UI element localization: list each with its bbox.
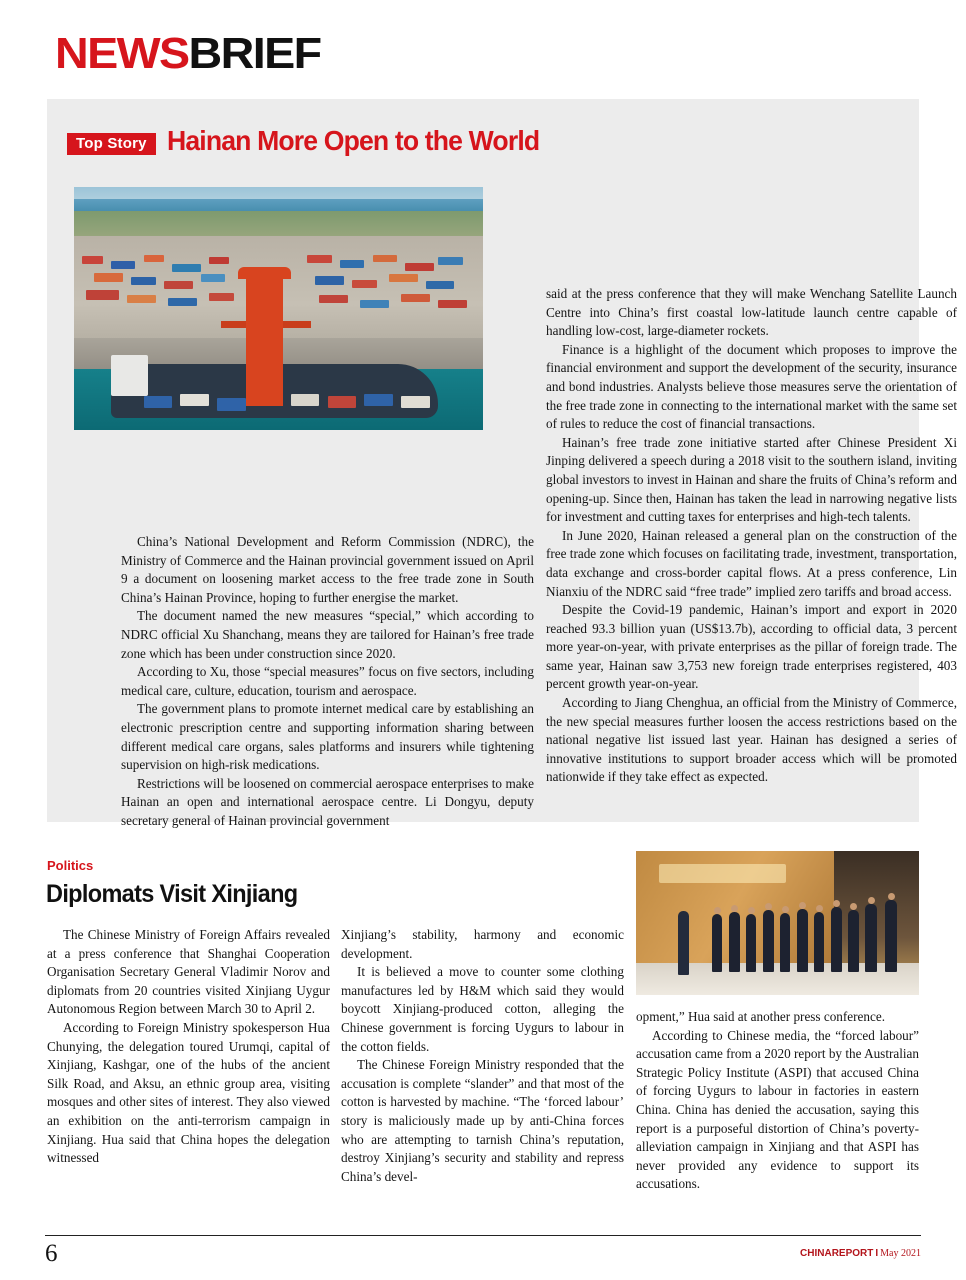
photo-ship-superstructure [111,355,148,396]
paragraph: said at the press conference that they will make Wenchang Satellite Launch Centre into China’s first coastal low-latitude launch centre capable of handling low-cost, large-diameter rockets. [546,286,957,339]
photo-crane-head [238,267,291,279]
photo-visitor [763,910,774,972]
paragraph: According to Jiang Chenghua, an official from the Ministry of Commerce, the new special measures further loosen the access restrictions based on the national negative list issued last year. Hainan has designed a series of innovative institutions to support broader access which will be promoted nationwide if they take effect as expected. [546,695,957,785]
paragraph: opment,” Hua said at another press conference. [636,1009,885,1024]
paragraph: The Chinese Foreign Ministry responded that the accusation is complete “slander” and that most of the cotton is harvested by machine. “The ‘forced labour’ story is maliciously made up by anti-China forces who are attempting to tarnish China’s reputation, destroy Xinjiang’s security and stability and repress China’s devel- [341,1057,624,1184]
second-story-column-2 [341,926,624,1186]
masthead-brief-text: BRIEF [188,29,321,78]
top-story-badge: Top Story [67,133,156,155]
photo-exhibition-banner [659,864,786,883]
paragraph: The government plans to promote internet medical care by establishing an electronic prescription centre and supporting information sharing between different medical care organs, sales platforms and insurers while tightening supervision on high-risk medications. [121,701,534,773]
photo-visitor [848,910,859,972]
photo-visitor [797,909,808,972]
photo-visitor [746,914,756,972]
politics-kicker: Politics [47,858,94,873]
photo-exhibition-guide [678,911,689,974]
paragraph: Despite the Covid-19 pandemic, Hainan’s import and export in 2020 reached 93.3 billion yuan (US$13.7b), according to official data, 3 percent more year-on-year, with private enterprises as the pillar of foreign trade. The same year, Hainan saw 3,753 new foreign trade enterprises registered, 403 percent growth year-on-year. [546,602,957,692]
paragraph: Xinjiang’s stability, harmony and economic development. [341,927,624,961]
footer-publication-name: CHINAREPORT [800,1248,874,1259]
top-story-right-column [546,285,957,787]
paragraph: According to Foreign Ministry spokesperson Hua Chunying, the delegation toured Urumqi, capital of Xinjiang, Kashgar, one of the hubs of the ancient Silk Road, and Aksu, an ethnic group area, visiting mosques and other sites of interest. They also viewed an exhibition on the anti-terrorism campaign in Xinjiang. Hua said that China hopes the delegation witnessed [47,1019,330,1166]
second-story-headline: Diplomats Visit Xinjiang [46,880,298,908]
hainan-port-photo [74,187,483,430]
footer-issue-date: May 2021 [880,1248,921,1259]
masthead-news-text: NEWS [55,29,189,78]
photo-visitor [865,904,877,972]
paragraph: In June 2020, Hainan released a general plan on the construction of the free trade zone which focuses on facilitating trade, investment, transportation, data exchange and cross-border capital flows. At a press conference, Lin Nianxiu of the NDRC said “free trade” implied zero tariffs and broad access. [546,527,957,599]
photo-visitor [729,912,740,972]
top-story-headline: Hainan More Open to the World [167,125,540,156]
paragraph: It is believed a move to counter some clothing manufactures led by H&M which said they would boycott Xinjiang-produced cotton, alleging the Chinese government is forcing Uygurs to labour in the cotton fields. [341,964,624,1054]
paragraph: The Chinese Ministry of Foreign Affairs revealed at a press conference that Shanghai Cooperation Organisation Secretary General Vladimir Norov and diplomats from 20 countries visited Xinjiang Uygur Autonomous Region between March 30 to April 2. [47,927,330,1017]
page-number: 6 [45,1240,58,1267]
paragraph: China’s National Development and Reform Commission (NDRC), the Ministry of Commerce and the Hainan provincial government issued on April 9 a document on loosening market access to the free trade zone in South China’s Hainan Province, hoping to further energise the market. [121,534,534,605]
paragraph: The document named the new measures “special,” which according to NDRC official Xu Shanchang, means they are tailored for Hainan’s free trade zone which has been under construction since 2020. [121,608,534,661]
footer-divider [45,1235,921,1236]
photo-gantry-crane [246,272,283,406]
footer-separator: I [875,1248,879,1259]
photo-visitor [780,913,790,972]
photo-visitor [885,900,897,972]
paragraph: Hainan’s free trade zone initiative started after Chinese President Xi Jinping delivered a speech during a 2018 visit to the southern island, inviting global investors to invest in Hainan and share the fruits of China’s reform and opening-up. Since then, Hainan has taken the lead in narrowing negative lists for investment and cutting taxes for enterprises and high-tech talents. [546,434,957,525]
xinjiang-exhibition-photo [636,851,919,995]
paragraph: According to Xu, those “special measures” focus on five sectors, including medical care, culture, education, tourism and aerospace. [121,664,534,698]
paragraph: According to Chinese media, the “forced labour” accusation came from a 2020 report by the Australian Strategic Policy Institute (ASPI) that accused China of forcing Uygurs to labour in factories in eastern China. China has denied the accusation, saying this report is a purposeful distortion of China’s poverty-alleviation campaign in Xinjiang and that ASPI has never provided any evidence to support its accusations. [636,1027,919,1192]
photo-visitor [712,914,722,972]
second-story-column-1 [47,926,330,1168]
photo-visitor [831,907,842,972]
top-story-left-column [121,533,534,831]
footer-publication-info [800,1248,921,1259]
masthead-logo [55,29,321,78]
second-story-column-3 [636,1008,919,1194]
paragraph: Finance is a highlight of the document which proposes to improve the financial environment and support the development of the security, insurance and bond industries. Analysts believe those measures serve the orientation of the free trade zone in connecting to the international market with the same set of rules to reduce the cost of financial transactions. [546,341,957,432]
paragraph: Restrictions will be loosened on commercial aerospace enterprises to make Hainan an open and international aerospace centre. Li Dongyu, deputy secretary general of Hainan provincial government [121,775,534,828]
top-story-panel [47,99,957,828]
photo-visitor [814,912,824,972]
